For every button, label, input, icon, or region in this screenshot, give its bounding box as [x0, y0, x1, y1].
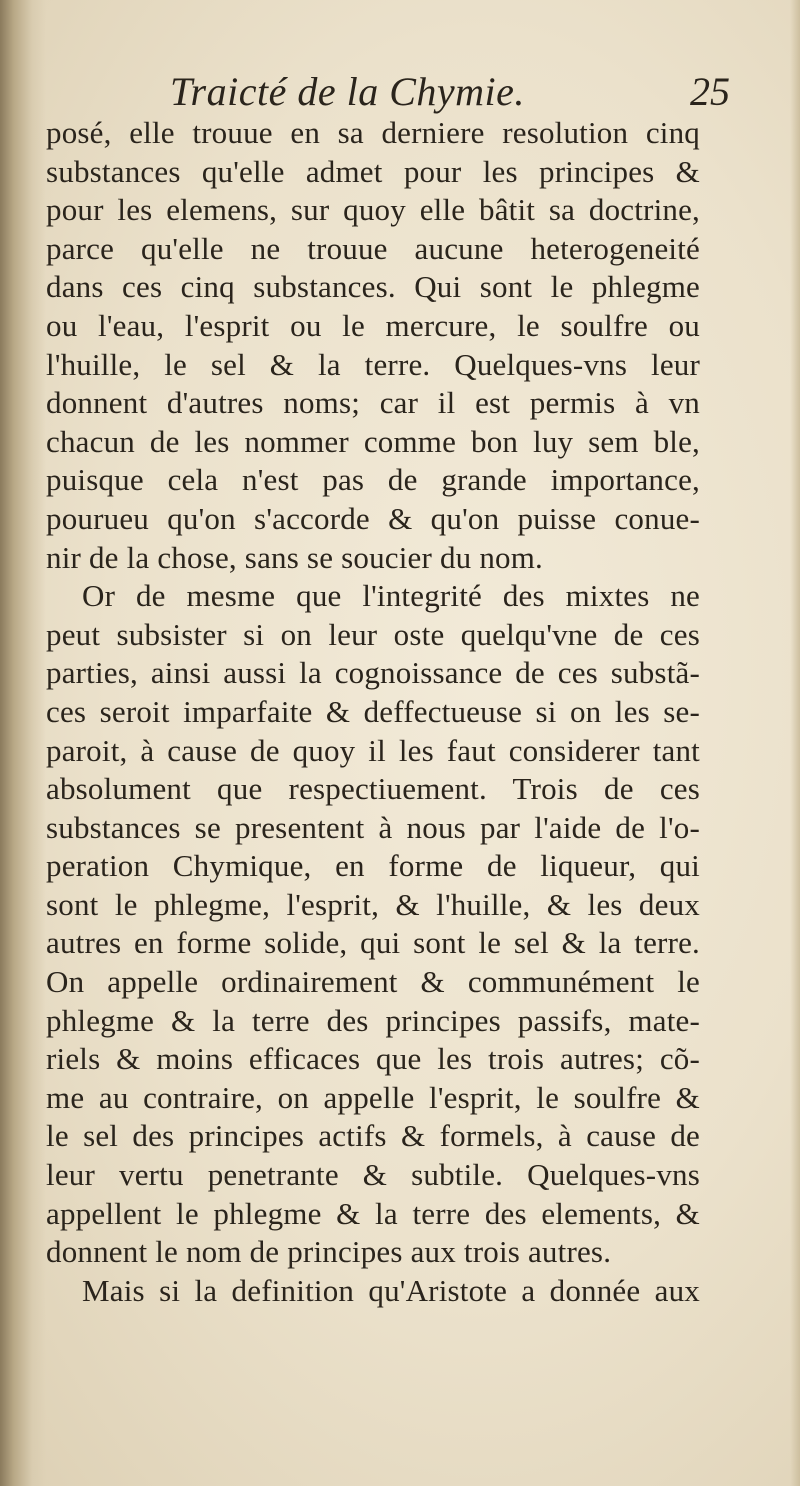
- text-line: riels & moins efficaces que les trois autres; cõ-: [46, 1041, 700, 1077]
- text-line: posé, elle trouue en sa derniere resolution cinq: [46, 115, 700, 150]
- text-line: autres en forme solide, qui sont le sel & la terre.: [46, 925, 700, 961]
- text-line: ces seroit imparfaite & deffectueuse si on les se-: [46, 693, 700, 729]
- text-line: peration Chymique, en forme de liqueur, qui: [46, 848, 700, 884]
- text-line: appellent le phlegme & la terre des elements, &: [46, 1195, 700, 1231]
- text-line: Mais si la definition qu'Aristote a donnée aux: [82, 1272, 700, 1308]
- text-line: phlegme & la terre des principes passifs, mate-: [46, 1002, 700, 1038]
- text-line: chacun de les nommer comme bon luy sem ble,: [46, 423, 700, 459]
- text-line: peut subsister si on leur oste quelqu'vne de ces: [46, 616, 700, 652]
- text-line: le sel des principes actifs & formels, à cause de: [46, 1118, 700, 1154]
- text-line: donnent le nom de principes aux trois autres.: [46, 1234, 612, 1270]
- text-line: Or de mesme que l'integrité des mixtes ne: [82, 578, 700, 614]
- text-line: On appelle ordinairement & communément le: [46, 964, 700, 1000]
- page-header: [170, 68, 730, 118]
- running-title: Traicté de la Chymie.: [170, 69, 525, 114]
- page-edge: [790, 0, 800, 1486]
- text-line: pourueu qu'on s'accorde & qu'on puisse conue-: [46, 500, 700, 536]
- text-line: dans ces cinq substances. Qui sont le phlegme: [46, 269, 700, 305]
- text-line: paroit, à cause de quoy il les faut considerer tant: [46, 732, 700, 768]
- text-line: nir de la chose, sans se soucier du nom.: [46, 539, 543, 575]
- text-line: puisque cela n'est pas de grande importance,: [46, 462, 700, 498]
- text-line: absolument que respectiuement. Trois de ces: [46, 771, 700, 807]
- text-line: substances qu'elle admet pour les principes &: [46, 153, 700, 189]
- page-gutter-shadow: [0, 0, 46, 1486]
- text-line: leur vertu penetrante & subtile. Quelques-vns: [46, 1157, 700, 1193]
- text-line: substances se presentent à nous par l'aide de l'o-: [46, 809, 700, 845]
- text-line: l'huille, le sel & la terre. Quelques-vns leur: [46, 346, 700, 382]
- text-line: parties, ainsi aussi la cognoissance de ces substã-: [46, 655, 700, 691]
- text-line: parce qu'elle ne trouue aucune heterogeneité: [46, 230, 700, 266]
- text-line: sont le phlegme, l'esprit, & l'huille, & les deux: [46, 886, 700, 922]
- page-number: 25: [690, 69, 730, 114]
- text-line: me au contraire, on appelle l'esprit, le soulfre &: [46, 1079, 700, 1115]
- text-line: donnent d'autres noms; car il est permis à vn: [46, 385, 700, 421]
- body-text: [46, 114, 700, 1310]
- text-line: ou l'eau, l'esprit ou le mercure, le soulfre ou: [46, 307, 700, 343]
- text-line: pour les elemens, sur quoy elle bâtit sa doctrine,: [46, 192, 700, 228]
